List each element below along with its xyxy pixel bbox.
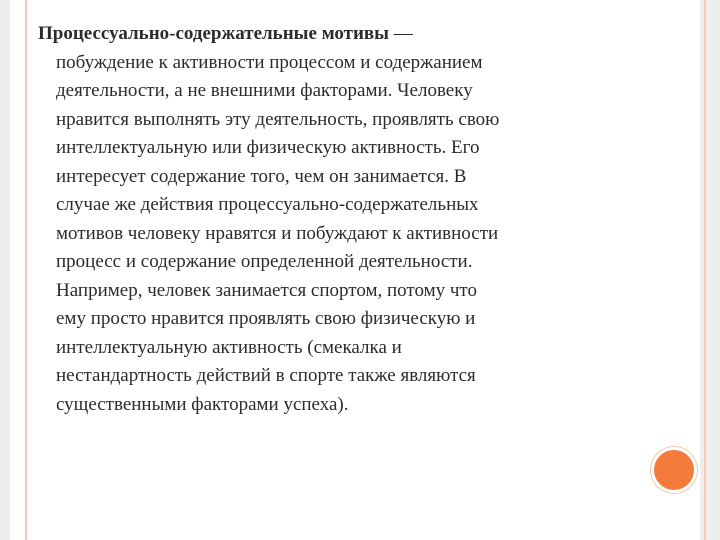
paragraph-line: случае же действия процессуально-содержательных (56, 194, 479, 215)
paragraph-line: деятельности, а не внешними факторами. Человеку (56, 80, 473, 101)
paragraph-line: Например, человек занимается спортом, потому что (56, 279, 477, 301)
paragraph-line: существенными факторами успеха). (56, 393, 349, 415)
paragraph-first-line (38, 20, 698, 49)
paragraph-line: интеллектуальную или физическую активность. Его (56, 137, 480, 158)
paragraph-line: мотивов человеку нравятся и побуждают к активности (56, 222, 499, 244)
paragraph-line: процесс и содержание определенной деятельности. (56, 251, 473, 272)
right-border-line (704, 0, 706, 540)
term-heading: Процессуально-содержательные мотивы (38, 23, 390, 44)
decorative-circle (651, 447, 697, 493)
term-dash: — (389, 23, 413, 44)
paragraph-line: нравится выполнять эту деятельность, проявлять свою (56, 108, 500, 130)
definition-paragraph (38, 20, 698, 419)
paragraph-line: нестандартность действий в спорте также являются (56, 365, 476, 386)
slide (10, 0, 700, 540)
paragraph-line: побуждение к активности процессом и содержанием (56, 51, 483, 73)
paragraph-line: интересует содержание того, чем он занимается. В (56, 165, 467, 187)
paragraph-line: интеллектуальную активность (смекалка и (56, 336, 402, 358)
left-border-line (25, 0, 27, 540)
paragraph-line: ему просто нравится проявлять свою физическую и (56, 308, 476, 329)
